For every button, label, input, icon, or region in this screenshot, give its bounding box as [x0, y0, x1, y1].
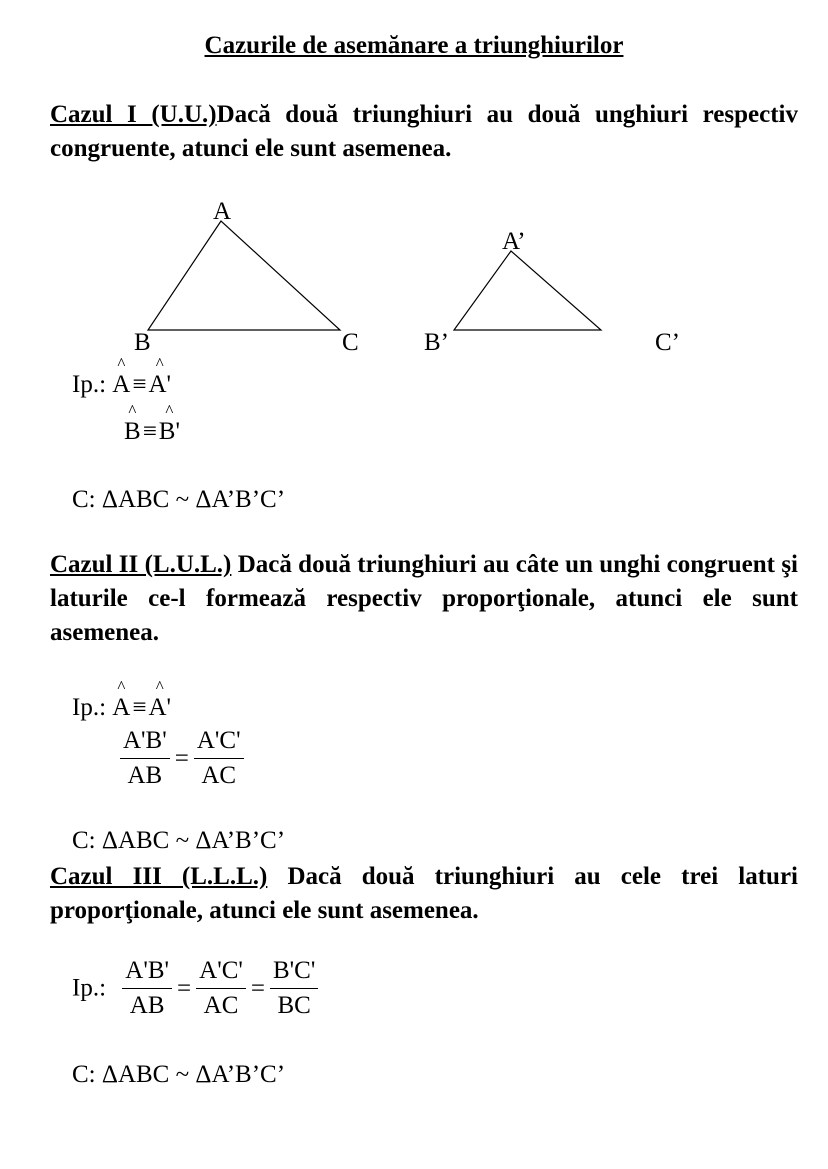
equals-sign: = — [250, 974, 265, 1002]
fraction-numerator: A'C' — [194, 727, 244, 759]
triangles-figure — [0, 190, 828, 360]
case-3-hypothesis — [72, 957, 318, 1020]
congruent-symbol: ≡ — [132, 694, 147, 721]
case-1-statement — [50, 98, 798, 166]
vertex-a-label: A — [213, 198, 232, 225]
case-2-ratio-equation — [120, 727, 244, 790]
case-1-hypothesis-line-2 — [124, 418, 180, 446]
fraction-denominator: AC — [201, 762, 237, 789]
fraction-numerator: A'B' — [122, 957, 172, 989]
angle-b: ^ B — [124, 418, 141, 446]
fraction-denominator: AC — [203, 992, 239, 1019]
triangle-abc — [134, 198, 359, 356]
congruent-symbol: ≡ — [132, 371, 147, 398]
case-1-text: Dacă două triunghiuri au două unghiuri respectiv congruente, atunci ele sunt asemenea. — [50, 101, 798, 162]
case-2-ip-label: Ip.: — [72, 694, 107, 721]
congruent-symbol: ≡ — [142, 418, 157, 445]
case-2-hypothesis-line-1 — [72, 694, 171, 722]
case-3-conclusion: C: ΔABC ~ ΔA’B’C’ — [72, 1061, 286, 1088]
case-3-label: Cazul III (L.L.L.) — [50, 863, 268, 890]
case-3-ip-label: Ip.: — [72, 974, 107, 1002]
fraction-numerator: A'C' — [196, 957, 246, 989]
fraction-numerator: A'B' — [120, 727, 170, 759]
case-2-conclusion: C: ΔABC ~ ΔA’B’C’ — [72, 827, 286, 854]
case-1-ip-label: Ip.: — [72, 371, 107, 398]
angle-a-prime: ^ A' — [148, 371, 171, 399]
fraction-numerator: B'C' — [270, 957, 318, 989]
equals-sign: = — [174, 744, 189, 772]
fraction-bc — [270, 957, 318, 1020]
angle-a: ^ A — [112, 371, 130, 399]
angle-a-prime: ^ A' — [148, 694, 171, 722]
case-2-text: Dacă două triunghiuri au câte un unghi congruent şi laturile ce-l formează respectiv proporţionale, atunci ele sunt asemenea. — [50, 551, 798, 646]
vertex-b-prime-label: B’ — [424, 329, 449, 356]
page-title: Cazurile de asemănare a triunghiurilor — [204, 32, 624, 59]
fraction-denominator: AB — [129, 992, 165, 1019]
vertex-b-label: B — [134, 329, 151, 356]
case-1-hypothesis-line-1 — [72, 371, 171, 399]
case-3-statement — [50, 860, 798, 928]
fraction-denominator: AB — [127, 762, 163, 789]
equals-sign: = — [177, 974, 192, 1002]
angle-a: ^ A — [112, 694, 130, 722]
case-1-conclusion: C: ΔABC ~ ΔA’B’C’ — [72, 486, 286, 513]
vertex-c-label: C — [342, 329, 359, 356]
case-1-label: Cazul I (U.U.) — [50, 101, 217, 128]
fraction-ac — [194, 727, 244, 790]
triangle-a1b1c1-shape — [454, 251, 601, 330]
triangle-abc-shape — [148, 221, 340, 330]
vertex-c-prime-label: C’ — [655, 329, 680, 356]
triangle-a1b1c1 — [424, 228, 680, 356]
angle-b-prime: ^ B' — [159, 418, 180, 446]
fraction-ac — [196, 957, 246, 1020]
fraction-ab — [122, 957, 172, 1020]
fraction-denominator: BC — [277, 992, 311, 1019]
case-3-text: Dacă două triunghiuri au cele trei laturi proporţionale, atunci ele sunt asemenea. — [50, 863, 798, 924]
fraction-ab — [120, 727, 170, 790]
case-2-label: Cazul II (L.U.L.) — [50, 551, 232, 578]
vertex-a-prime-label: A’ — [502, 228, 526, 255]
case-2-statement — [50, 548, 798, 650]
